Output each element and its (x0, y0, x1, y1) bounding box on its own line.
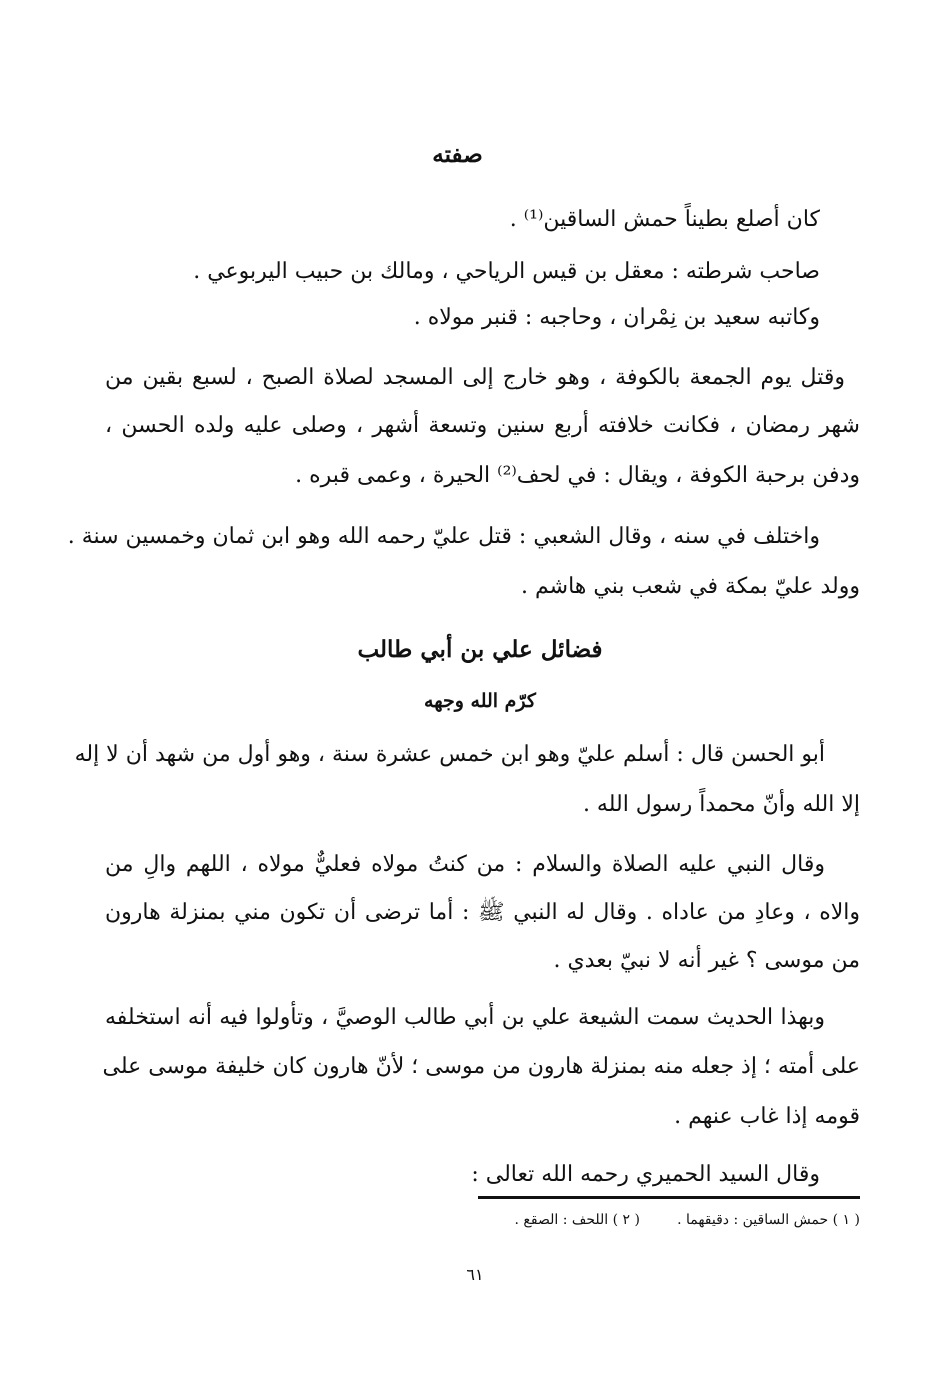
line-3: وكاتبه سعيد بن نِمْران ، وحاجبه : قنبر مولاه . (413, 305, 820, 330)
para-1-line-2: شهر رمضان ، فكانت خلافته أربع سنين وتسعة أشهر ، وصلى عليه ولده الحسن ، (105, 413, 860, 438)
line-1: كان أصلع بطيناً حمش الساقين⁽¹⁾ . (509, 207, 820, 232)
para-3-line-2: إلا الله وأنّ محمداً رسول الله . (582, 792, 860, 817)
footnote-rule (478, 1196, 860, 1199)
para-2-line-2: وولد عليّ بمكة في شعب بني هاشم . (521, 574, 860, 599)
para-5-line-3: قومه إذا غاب عنهم . (674, 1104, 860, 1129)
para-1-line-3: ودفن برحبة الكوفة ، ويقال : في لحف⁽²⁾ الحيرة ، وعمى قبره . (295, 463, 860, 488)
page-number: ٦١ (466, 1265, 484, 1284)
para-2-line-1: واختلف في سنه ، وقال الشعبي : قتل عليّ رحمه الله وهو ابن ثمان وخمسين سنة . (67, 524, 820, 549)
poem-intro: وقال السيد الحميري رحمه الله تعالى : (471, 1162, 820, 1187)
footnote-1: ( ١ ) حمش الساقين : دقيقهما . (677, 1212, 860, 1228)
chapter-subheading: كرّم الله وجهه (424, 690, 536, 712)
para-4-line-1: وقال النبي عليه الصلاة والسلام : من كنتُ مولاه فعليٌّ مولاه ، اللهم والِ من (105, 852, 825, 877)
section-title: صفته (432, 141, 483, 168)
para-4-line-2: والاه ، وعادِ من عاداه . وقال له النبي ﷺ : أما ترضى أن تكون مني بمنزلة هارون (105, 900, 860, 925)
chapter-heading: فضائل علي بن أبي طالب (357, 636, 603, 663)
para-5-line-1: وبهذا الحديث سمت الشيعة علي بن أبي طالب الوصيَّ ، وتأولوا فيه أنه استخلفه (105, 1005, 825, 1030)
para-3-line-1: أبو الحسن قال : أسلم عليّ وهو ابن خمس عشرة سنة ، وهو أول من شهد أن لا إله (74, 742, 825, 767)
footnote-2: ( ٢ ) اللحف : الصقع . (514, 1212, 640, 1228)
para-5-line-2: على أمته ؛ إذ جعله منه بمنزلة هارون من موسى ؛ لأنّ هارون كان خليفة موسى على (102, 1054, 860, 1079)
line-2: صاحب شرطته : معقل بن قيس الرياحي ، ومالك بن حبيب اليربوعي . (193, 259, 820, 284)
para-1-line-1: وقتل يوم الجمعة بالكوفة ، وهو خارج إلى المسجد لصلاة الصبح ، لسبع بقين من (105, 365, 845, 390)
para-4-line-3: من موسى ؟ غير أنه لا نبيّ بعدي . (553, 948, 860, 973)
